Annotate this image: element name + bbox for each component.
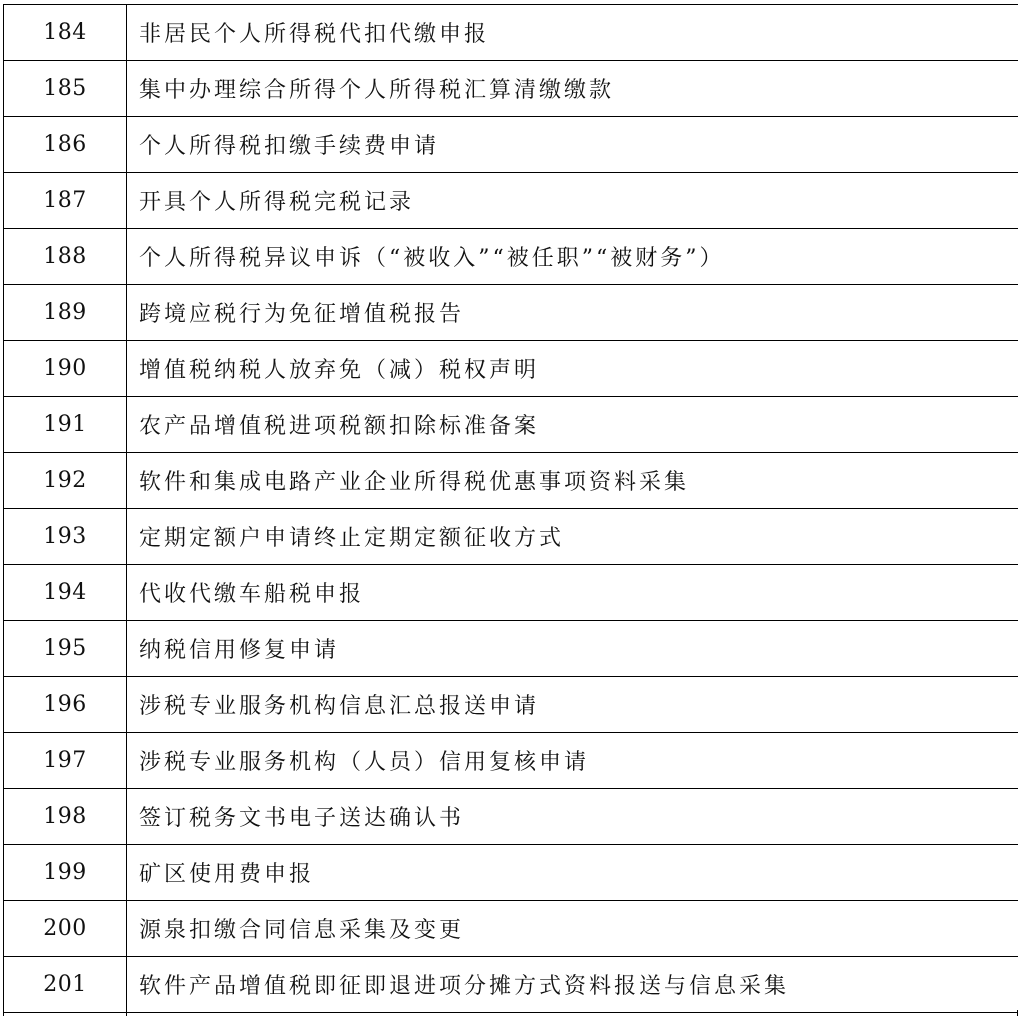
row-number-cell: 188 — [4, 229, 127, 285]
row-number-cell: 189 — [4, 285, 127, 341]
item-name-cell: 个人所得税扣缴手续费申请 — [127, 117, 1019, 173]
item-name-cell: 开具个人所得税完税记录 — [127, 173, 1019, 229]
row-number-cell: 195 — [4, 621, 127, 677]
item-name-cell: 签订税务文书电子送达确认书 — [127, 789, 1019, 845]
table-row — [4, 397, 1019, 453]
item-name-cell: 涉税专业服务机构（人员）信用复核申请 — [127, 733, 1019, 789]
item-name-cell: 非居民个人所得税代扣代缴申报 — [127, 5, 1019, 61]
table-row — [4, 789, 1019, 845]
continuation-border-right — [1017, 1010, 1018, 1016]
row-number-cell: 199 — [4, 845, 127, 901]
document-page — [3, 0, 1018, 1016]
row-number-cell: 185 — [4, 61, 127, 117]
row-number-cell: 200 — [4, 901, 127, 957]
item-name-cell: 源泉扣缴合同信息采集及变更 — [127, 901, 1019, 957]
item-name-cell: 纳税信用修复申请 — [127, 621, 1019, 677]
table-row — [4, 285, 1019, 341]
item-name-cell: 增值税纳税人放弃免（减）税权声明 — [127, 341, 1019, 397]
table-row — [4, 453, 1019, 509]
row-number-cell: 193 — [4, 509, 127, 565]
item-name-cell: 代收代缴车船税申报 — [127, 565, 1019, 621]
row-number-cell: 187 — [4, 173, 127, 229]
table-row — [4, 957, 1019, 1013]
table-row — [4, 173, 1019, 229]
item-name-cell: 个人所得税异议申诉（“被收入”“被任职”“被财务”） — [127, 229, 1019, 285]
table-row — [4, 845, 1019, 901]
row-number-cell: 196 — [4, 677, 127, 733]
table-row — [4, 901, 1019, 957]
table-row — [4, 117, 1019, 173]
item-name-cell: 跨境应税行为免征增值税报告 — [127, 285, 1019, 341]
row-number-cell: 190 — [4, 341, 127, 397]
service-items-table — [3, 4, 1018, 1013]
table-row — [4, 5, 1019, 61]
row-number-cell: 186 — [4, 117, 127, 173]
item-name-cell: 软件产品增值税即征即退进项分摊方式资料报送与信息采集 — [127, 957, 1019, 1013]
item-name-cell: 集中办理综合所得个人所得税汇算清缴缴款 — [127, 61, 1019, 117]
table-row — [4, 565, 1019, 621]
row-number-cell: 184 — [4, 5, 127, 61]
row-number-cell: 198 — [4, 789, 127, 845]
item-name-cell: 涉税专业服务机构信息汇总报送申请 — [127, 677, 1019, 733]
row-number-cell: 192 — [4, 453, 127, 509]
item-name-cell: 定期定额户申请终止定期定额征收方式 — [127, 509, 1019, 565]
continuation-border-left — [3, 1010, 4, 1016]
row-number-cell: 197 — [4, 733, 127, 789]
table-continuation-edge — [3, 1010, 1018, 1016]
row-number-cell: 194 — [4, 565, 127, 621]
table-row — [4, 341, 1019, 397]
row-number-cell: 191 — [4, 397, 127, 453]
table-row — [4, 733, 1019, 789]
continuation-border-divider — [126, 1010, 127, 1016]
table-body — [4, 5, 1019, 1013]
row-number-cell: 201 — [4, 957, 127, 1013]
table-row — [4, 677, 1019, 733]
table-row — [4, 229, 1019, 285]
item-name-cell: 软件和集成电路产业企业所得税优惠事项资料采集 — [127, 453, 1019, 509]
item-name-cell: 矿区使用费申报 — [127, 845, 1019, 901]
table-row — [4, 621, 1019, 677]
table-row — [4, 509, 1019, 565]
item-name-cell: 农产品增值税进项税额扣除标准备案 — [127, 397, 1019, 453]
table-row — [4, 61, 1019, 117]
